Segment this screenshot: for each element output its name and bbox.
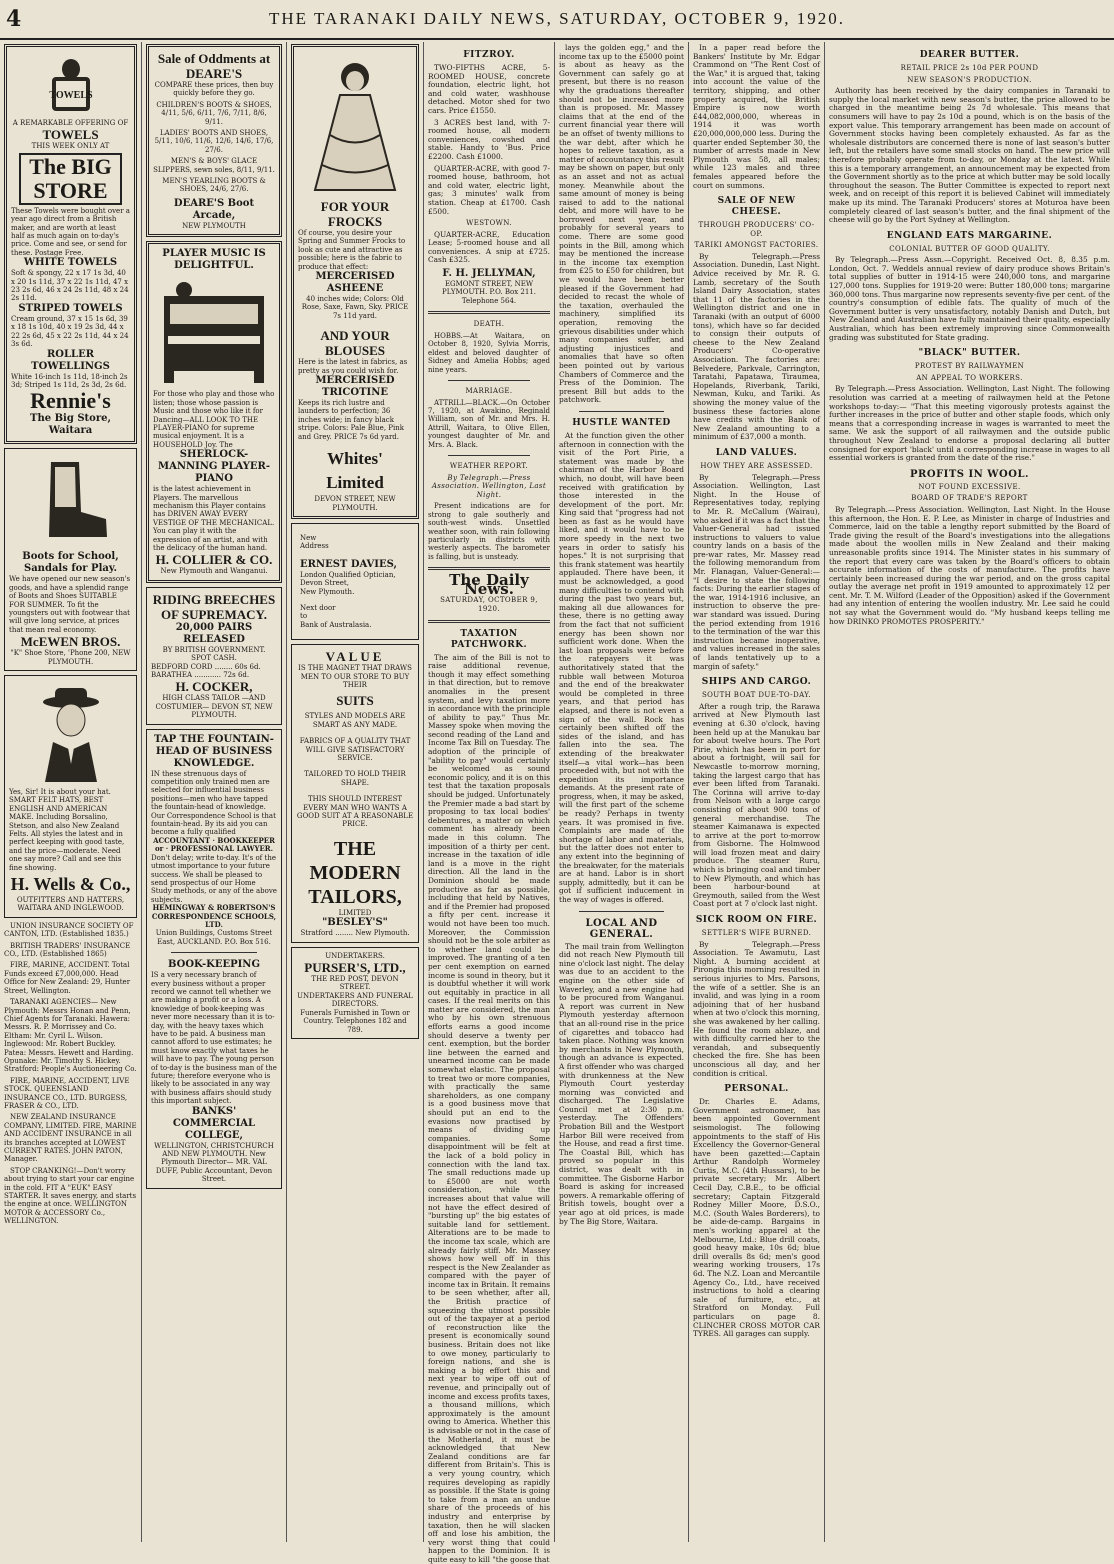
tailors-limited: LIMITED xyxy=(338,908,372,917)
pursers-sub: UNDERTAKERS AND FUNERAL DIRECTORS. xyxy=(297,991,413,1009)
insurance-notice: UNION INSURANCE SOCIETY OF CANTON, LTD. (Established 1835.) xyxy=(4,921,134,939)
daily-news-title: The Daily News. xyxy=(449,571,529,598)
cheese-heading: SALE OF NEW CHEESE. xyxy=(717,196,796,218)
column-6 xyxy=(689,42,825,1542)
editorial-heading: TAXATION PATCHWORK. xyxy=(450,628,528,650)
cocker-l5: BEDFORD CORD ........ 60s 6d. xyxy=(151,662,261,671)
insurance-notices xyxy=(4,922,137,1226)
westown-heading: WESTOWN. xyxy=(466,219,512,228)
editorial-text: The aim of the Bill is not to raise additional revenue, though it may effect something in that direction, but to remove anomalies in the present system, and levy taxation more in accordance with the principle of ability to pay." Thus Mr. Massey spoke when moving the second reading of the Land and Income Tax Bill on Tuesday. The adoption of the principle of "ability to pay" would certainly be welcomed as sound economic policy, and it is on this test that the taxation proposals should be judged. Unfortunately the Premier made a bad start by proposing to tax local bodies' debentures, a matter on which comment has already been made in this column. The imposition of a thirty per cent. increase in the taxation of idle land is a move in the right direction. All the land in the Dominion should be made productive as far as possible, including that held by Natives, and if the Premier had proposed a fifty per cent. increase it would not have been too much. Moreover, the Commission should not be the sole arbiter as to whether land could be improved. The granting of a ten per cent exemption on earned income is sound in theory, but it is doubtful whether it will work out equitably in practice in all cases. If the real merits on this matter are considered, the man who by his own strenuous efforts earns a good income should deserve a twenty per cent. exemption, but the border line between the earned and unearned income can be made somewhat elastic. The proposal to treat two or more companies, with practically the same shareholders, as one company is a good business move that should put an end to the evasions now practised by means of dividing up companies. Some disappointment will be felt at the lack of a bold policy in connection with the land tax. The small reductions made up to £5000 are not worth consideration, while the increases about that value will not have the effect desired of "bursting up" the big estates of suitable land for settlement. Alterations are to be made to the income tax scale, which are already fairly stiff. Mr. Massey shows how well off in this respect is the New Zealander as compared with the payer of income tax in Britain. It remains to be seen whether, after all, the British practice of squeezing the utmost possible out of the taxpayer at a period of reconstruction like the present is economically sound business. Britain does not like to owe money, particularly to foreign nations, and she is making a big effort this and next year to wipe off out of revenue, and principally out of income and excess profits taxes, a thousand millions, which approximately is the amount owing to America. Whether this is advisable or not in the case of the Motherland, it must be acknowledged that New Zealand conditions are far different from Britain's. This is a very young country, which requires developing as rapidly as possible. If the State is going to take from a man an undue share of the proceeds of his industry and enterprise by taxation, then he will slacken off and lose his ambition, the very worst thing that could happen to the Dominion. It is quite easy to kill "the goose that xyxy=(428,652,550,1564)
rennies-name: Rennie's xyxy=(30,388,111,414)
column-3 xyxy=(287,42,424,1542)
personal-heading: PERSONAL. xyxy=(724,1084,789,1095)
black-butter-text: By Telegraph.—Press Association. Wellington, Last Night. The following resolution was carried at a meeting of railwaymen held at the Petone workshops to-day:— "That this meeting vigorously protests against the further increases in the price of butter and other staple foods, which only means that a corresponding increase in wages is warranted to meet the same. We ask the support of all railwaymen and the outside public throughout New Zealand to endorse a proposal declaring all butter consigned for export 'black' until a corresponding increase in wages to all essential workers is granted from the date of the rise." xyxy=(829,384,1110,463)
towels-ad xyxy=(4,44,137,444)
piano-title: PLAYER MUSIC IS DELIGHTFUL. xyxy=(162,248,266,272)
margarine-text: By Telegraph.—Press Assn.—Copyright. Received Oct. 8, 8.35 p.m. London, Oct. 7. Weddels annual review of dairy produce shows Britain's total supplies of butter in 1914-15 were 240,000 tons, and margarine 127,000 tons. Supplies for 1919-20 were: Butter 180,000 tons; margarine 360,000 tons. Thus margarine now represents seventy-five per cent. of the country's consumption of edible fats. The quality of much of the Government butter is very unsatisfactory, notably Danish and Dutch, but New Zealand and Australian have fully maintained their quality, especially Australian, which has been extremely improving since Commonwealth grading was substituted for State grading. xyxy=(829,255,1110,342)
school-body2: Don't delay; write to-day. It's of the utmost importance to your future success. We shall be pleased to send prospectus of our Home Study methods, or any of the above subjects. xyxy=(151,853,277,904)
h-collier-sub: New Plymouth and Wanganui. xyxy=(160,567,268,576)
insurance-notice: NEW ZEALAND INSURANCE COMPANY, LIMITED. FIRE, MARINE AND ACCIDENT INSURANCE in all its branches accepted at LOWEST CURRENT RATES. JOHN PATON, Manager. xyxy=(4,1113,137,1164)
profits-wool-text: By Telegraph.—Press Association. Wellington, Last Night. In the House this afternoon, the Hon. E. P. Lee, as Minister in charge of Industries and Commerce, laid on the table a lengthy report submitted by the Board of Trade giving the result of the Board's investigations into the allegations made about the woollen mills in New Zealand and their making unreasonable profits since 1914. The Minister states in his summary of the report that every care was taken by the Board's officers to obtain accurate information of the costs of manufacture. The profits have certainly been increased during the war period, and on the gross capital outlay the average net profit in 1919 amounted to approximately 12 per cent. Mr. T. M. Wilford (Leader of the Opposition) asked if the Government had any intention of entering the woollen industry. Mr. Lee said he could not say what the Government would do. "My husband keeps telling me how DRINKO PROMOTES PROSPERITY." xyxy=(829,504,1110,626)
property-item: TWO-FIFTHS ACRE, 5-ROOMED HOUSE, concrete foundation, electric light, hot and cold water, washhouse detached. Motor shed for two cars. Price £1550. xyxy=(428,63,550,115)
piano-body: For those who play and those who listen; those whose passion is Music and those who like it for Dancing—ALL LOOK TO THE PLAYER-PIANO for supreme musical enjoyment. It is a HOUSEHOLD Joy. The xyxy=(153,390,275,449)
towels-week: THIS WEEK ONLY AT xyxy=(31,142,110,151)
pursers-footer: Funerals Furnished in Town or Country. Telephones 182 and 789. xyxy=(300,1008,410,1034)
lady-in-frock-illustration xyxy=(300,55,410,195)
towel-figure-illustration xyxy=(36,55,106,115)
boots-ad xyxy=(4,448,137,671)
column-4 xyxy=(424,42,555,1564)
cheese-sub2: TARIKI AMONGST FACTORIES. xyxy=(694,241,819,250)
piano-product: SHERLOCK-MANNING PLAYER-PIANO xyxy=(158,449,270,485)
deare-title: Sale of Oddments at DEARE'S xyxy=(157,51,271,81)
death-heading: DEATH. xyxy=(473,320,505,329)
hemingway-sub: Union Buildings, Customs Street East, AUCKLAND. P.O. Box 516. xyxy=(155,929,273,946)
column-5 xyxy=(555,42,689,1542)
banks-text: In a paper read before the Bankers' Institute by Mr. Edgar Crammond on "The Rent Cost of the War," it is argued that, taking into account the value of the territory, shipping, and other property acquired, the British Empire is now worth £44,082,000,000, whereas in 1914 it was worth £20,000,000,000 less. During the quarter ended September 30, the number of arrests made in New Plymouth was 58, all males; while 123 males and three females appeared before the court on summons. xyxy=(693,43,820,190)
besleys: "BESLEY'S" xyxy=(322,917,388,929)
cocker-l1: RIDING BREECHES OF SUPREMACY. xyxy=(152,591,276,622)
margarine-sub: COLONIAL BUTTER OF GOOD QUALITY. xyxy=(889,244,1050,253)
player-piano-illustration xyxy=(154,276,274,386)
butter-text: Authority has been received by the dairy companies in Taranaki to supply the local market with new season's butter, the price allowed to be charged in the meantime being 2s 7d wholesale. This means that consumers will have to pay 2s 10d a pound, which is on the basis of the export value. This temporary arrangement has been made on account of Government stocks having been completely exhausted. As far as the wholesale distributors are concerned there is none of last season's butter left, but the retailers have some small stocks on hand. The new price will therefore probably operate from to-day, or Monday at the latest. While this is a temporary arrangement, an announcement may be expected from the Government shortly as to the price at which butter may be sold locally throughout the season. The Butter Committee is expected to report next week, and on receipt of this report it is believed Cabinet will immediately make up its mind. The Taranaki Producers' stores at Moturoa have been completely cleared of last season's butter, and the final shipment of the cheese will go by the Port Sydney at Wellington. xyxy=(829,86,1110,225)
blouses-body: Here is the latest in fabrics, as pretty as you could wish for. xyxy=(298,358,408,375)
h-cocker-name: H. COCKER, xyxy=(175,679,253,695)
davies-line: New xyxy=(300,533,317,542)
insurance-notice: STOP CRANKING!—Don't worry about trying to start your car engine in the cold. FIT A "EUK" EASY STARTER. It saves energy, and starts the engine at once. WELLINGTON MOTOR & ACCESSORY Co., WELLINGTON. xyxy=(4,1166,137,1226)
insurance-notice: FIRE, MARINE, ACCIDENT, LIVE STOCK. QUEENSLAND INSURANCE CO., LTD. BURGESS, FRASER & CO., LTD. xyxy=(4,1076,130,1110)
tailors-l5: FABRICS OF A QUALITY THAT WILL GIVE SATISFACTORY SERVICE. xyxy=(299,737,411,762)
hats-body: Yes, Sir! It is about your hat. SMART FELT HATS, BEST ENGLISH AND AMERICAN MAKE. Including Borsalino, Stetson, and also New Zealand Felts. All styles the latest and in perfect keeping with good taste, and the price—moderate. Need one say more? Call and see this fine showing. xyxy=(9,787,125,872)
cocker-l4: SPOT CASH. xyxy=(191,654,237,663)
masthead xyxy=(0,0,1114,40)
boots-body: We have opened our new season's goods, and have a splendid range of Boots and Shoes SUITABLE FOR SUMMER. To fit the youngsters out with footwear that will give long service, at prices that mean real economy. xyxy=(9,575,131,634)
whites-ad xyxy=(291,44,419,519)
davies-line: New Plymouth. xyxy=(300,587,355,596)
margarine-heading: ENGLAND EATS MARGARINE. xyxy=(886,230,1053,241)
insurance-notice: FIRE, MARINE, ACCIDENT. Total Funds exceed £7,000,000. Head Office for New Zealand: 29, Hunter Street, Wellington. xyxy=(4,961,131,995)
black-butter-heading: "BLACK" BUTTER. xyxy=(918,348,1021,359)
land-text: By Telegraph.—Press Association. Wellington, Last Night. In the House of Representatives today, replying to Mr. R. McCallum (Wairau), who asked if it was a fact that the Valuer-General had issued instructions to valuers to value country lands on a basis of the pre-war rates, Mr. Massey read the following memorandum from Mr. Flanagan, Valuer-General:— "I desire to state the following facts: During the earlier stages of the war, 1914-1916 inclusive, an instruction to observe the pre-war standard was issued. During the period extending from 1916 to the termination of the war this instruction became inoperative, and values increased in the sales of lands tentatively up to a margin of safety." xyxy=(693,472,820,671)
striped-towels-title: STRIPED TOWELS xyxy=(18,302,123,314)
davies-line: London Qualified Optician, xyxy=(300,570,396,579)
tailors-l3: SUITS xyxy=(336,693,374,709)
davies-line: Bank of Australasia. xyxy=(300,620,372,629)
insurance-notice: TARANAKI AGENCIES— New Plymouth: Messrs Honan and Penn, Chief Agents for Taranaki. Hawera: Messrs. R. P. Morrissey and Co. Eltham: Mr. Cyril L. Wilson. Inglewood: Mr. Robert Buckley. Patea: Messrs. Hewett and Harding. Opunake: Mr. Timothy S. Hickey. Stratford: People's Auctioneering Co. xyxy=(4,998,137,1074)
weather-heading: WEATHER REPORT. xyxy=(449,461,529,470)
personal-text: Dr. Charles E. Adams, Government astronomer, has been appointed Government seismologist. The following appointments to the staff of His Excellency the Governor-General have been gazetted:—Captain Arthur Randolph Wormeley Curtis, M.C. (4th Hussars), to be private secretary; Mr. Albert Cecil Day, C.B.E., to be official secretary; Captain Fitzgerald Rodney Miller Moore, D.S.O., M.C. (South Wales Borderers), to be aide-de-camp. Bargains in men's working apparel at the Melbourne, Ltd.: Blue drill coats, good heavy make, 10s 6d; blue drill overalls 8s 6d; men's good wearing working trousers, 17s 6d. The N.Z. Loan and Mercantile Agency Co., Ltd., have received instructions to hold a clearing sale of furniture, etc., at Stratford on Monday. Full particulars on page 8. CLINCHER CROSS MOTOR CAR TYRES. All garages can supply. xyxy=(693,1097,820,1339)
sick-room-heading: SICK ROOM ON FIRE. xyxy=(695,915,818,926)
column-7 xyxy=(825,42,1114,1542)
tricotine-body: Keeps its rich lustre and launders to perfection; 36 inches wide; in fancy black stripe. Colors: Pale Blue, Pink and Grey. PRICE 7s 6d yard. xyxy=(298,399,404,441)
striped-towels-lines: Cream ground, 37 x 15 1s 6d, 39 x 18 1s 10d, 40 x 19 2s 3d, 44 x 22 2s 6d, 45 x 22 2s 11d, 44 x 24 3s 6d. xyxy=(11,314,129,349)
cheese-text: By Telegraph.—Press Association. Dunedin, Last Night. Advice received by Mr. R. G. Lamb, secretary of the South Island Dairy Association, states that 11 of the factories in the Wellington district and one in Taranaki (with an output of 6000 tons), which have so far decided to consign their outputs of cheese to the New Zealand Producers' Co-operative Association. The factories are: Belvedere, Parkvale, Carrington, Taratahi, Papatawa, Tiraumea, Hopelands, Riverbank, Tariki, Newman, Kuku, and Tariki. As showing the money value of the business these factories alone have credits with the Bank of New Zealand amounting to a minimum of £37,000 a month. xyxy=(693,251,820,442)
ships-text: After a rough trip, the Rarawa arrived at New Plymouth last evening at 6.30 o'clock, having been held up at the Manukau bar for about twelve hours. The Port Pirie, which has been in port for about a fortnight, will sail for Newcastle to-morrow morning, taking the largest cargo that has ever been lifted from Taranaki. The Corinna will arrive to-day from Nelson with a large cargo consisting of about 900 tons of general merchandise. The steamer Kaimanawa is expected to arrive at the port to-morrow from Gisborne. The Holmwood will load frozen meat and dairy produce. The steamer Ruru, which is bringing coal and timber to New Plymouth, and which has been harbour-bound at Greymouth, sailed from the West Coast port at 7 o'clock last night. xyxy=(693,701,820,909)
tailors-l4: STYLES AND MODELS ARE SMART AS ANY MADE. xyxy=(304,712,406,729)
rennies-sub: The Big Store, Waitara xyxy=(30,413,111,437)
towels-intro: A REMARKABLE OFFERING OF xyxy=(12,119,129,127)
frocks-title: FOR YOUR FROCKS xyxy=(320,199,390,229)
h-wells-name: H. Wells & Co., xyxy=(10,874,131,895)
school-roles: ACCOUNTANT · BOOKKEEPER or · PROFESSIONAL LAWYER. xyxy=(153,835,275,854)
towels-body: These Towels were bought over a year ago direct from a British maker, and are worth at least half as much again on to-day's price. Come and see, or send for these. Postage Free. xyxy=(11,206,130,257)
tailors-place: Stratford ........ New Plymouth. xyxy=(300,929,410,938)
marriage-heading: MARRIAGE. xyxy=(465,386,513,395)
editorial-continued: lays the golden egg," and the income tax up to the £5000 point is about as heavy as the Government can safely go at present, but there is no reason why the graduations thereafter should not be increased more than is proposed. Mr. Massey claims that at the end of the current financial year there will be an offset of twenty millions to the war debt, after which he hopes to relieve taxation, as a matter of accountancy this result may be shown on paper, but only as an asset and not as actual money. Meanwhile about the same amount of money is being raised to add to the national debt, and more will have to be borrowed next year, and probably for several years to come. There are some good points in the Bill, among which may be mentioned the increase in the income tax exemption from £25 to £50 for children, but we would have been better pleased if the Government had decided to recast the whole of the taxation, overhauled the machinery, simplified its operation, removing the grievous disabilities under which many companies suffer, and adjusting injustices and anomalies that have so often been pointed out by various Chambers of Commerce and the Press of the Dominion. The present Bill but adds to the patchwork. xyxy=(559,43,684,405)
h-cocker-sub: HIGH CLASS TAILOR —AND COSTUMIER— DEVON ST, NEW PLYMOUTH. xyxy=(155,694,273,720)
big-store-logo: The BIG STORE xyxy=(19,153,122,205)
black-butter-sub2: AN APPEAL TO WORKERS. xyxy=(916,373,1023,382)
jellyman-name: F. H. JELLYMAN, xyxy=(442,268,536,280)
local-general-text: The mail train from Wellington did not reach New Plymouth till nine o'clock last night. The delay was due to an accident to the engine on the other side of Waverley, and a new engine had to be procured from Wanganui. A report was current in New Plymouth yesterday afternoon that an all-round rise in the price of cigarettes and tobacco had taken place. Nothing was known by merchants in New Plymouth, though an advance is expected. A first offender who was charged with drunkenness at the New Plymouth Court yesterday morning was convicted and discharged. The Legislative Council met at 2:30 p.m. yesterday. The Offenders' Probation Bill and the Westport Harbor Bill were received from the House, and read a first time. The Coastal Bill, which has proved so popular in this district, was dealt with in committee. The Gisborne Harbor Board is asking for increased powers. A remarkable offering of British towels, bought over a year ago at old prices, is made by The Big Store, Waitara. xyxy=(559,941,684,1226)
cocker-l2: 20,000 PAIRS RELEASED xyxy=(175,621,253,645)
hustle-text: At the function given the other afternoon in connection with the visit of the Port Pirie, a statement was made by the chairman of the Harbor Board which, no doubt, will have been received with gratification by those interested in the development of the port. Mr. King said that "progress had not been as fast as he would have liked, and it would have to be more speedy in the next two years in order to satisfy his hopes." It is not surprising that this frank statement was heartily applauded. There have been, it must be acknowledged, a good many difficulties to contend with during the past two years but, making all due allowances for these, there is no getting away from the fact that not sufficient energy has been shown nor sufficient work done. When the last loan proposals were before the ratepayers it was authoritatively stated that the rubble wall between Moturoa and the end of the breakwater would be completed in three years, and that period has elapsed, and there is not even a sign of the wall. Rock has certainly been shifted off the sides of the island, and has fallen into the sea. The extending of the breakwater itself—a vital work—has been proceeded with, but not with the expedition its importance demands. At the present rate of progress, when, it may be asked, will the first part of the scheme be ready? Perhaps in twenty years. It was promised in five. Complaints are made of the shortage of labor and materials, but the latter does not enter to any extent into the beginning of the breakwater, for the materials are at hand. Labor is in short supply, admittedly, but it can be got if sufficient inducement in the way of wages is offered. xyxy=(559,430,684,904)
h-wells-sub: OUTFITTERS AND HATTERS, WAITARA AND INGLEWOOD. xyxy=(16,896,125,913)
deare-footer-sub: NEW PLYMOUTH xyxy=(182,221,246,230)
blouses-title: AND YOUR BLOUSES xyxy=(320,328,390,359)
boots-headline: Boots for School, Sandals for Play. xyxy=(22,551,119,575)
sick-room-text: By Telegraph.—Press Association. Te Awamutu, Last Night. A burning accident at Pirongia this morning resulted in serious injuries to Mrs. Parsons, the wife of a settler. She is an invalid, and was lying in a room adjoining that of her husband when at two o'clock this morning, she was awakened by her calling. He found the room ablaze, and with difficulty carried her to the verandah, and subsequently checked the fire. She has been unconscious all day, and her condition is critical. xyxy=(693,939,820,1078)
school-ad xyxy=(146,729,282,1189)
death-notice: HOBBS.—At Waitara, on October 8, 1920, Sylvia Morris, eldest and beloved daughter of Sidney and Amelia Hobbs; aged nine years. xyxy=(428,331,550,374)
towels-logo-text: TOWELS xyxy=(48,90,93,101)
profits-wool-sub1: NOT FOUND EXCESSIVE. xyxy=(918,482,1021,491)
whites-limited-name: Whites' Limited xyxy=(326,449,384,493)
boot-illustration xyxy=(31,457,111,547)
local-general-heading: LOCAL AND GENERAL. xyxy=(585,917,658,940)
davies-line: Next door xyxy=(300,603,336,612)
hats-ad xyxy=(4,675,137,918)
tailors-l6: TAILORED TO HOLD THEIR SHAPE. xyxy=(304,770,406,787)
towels-headline: TOWELS xyxy=(42,127,99,143)
hustle-heading: HUSTLE WANTED xyxy=(572,417,671,428)
daily-news-date: SATURDAY, OCTOBER 9, 1920. xyxy=(440,596,538,613)
tailors-l2: IS THE MAGNET THAT DRAWS MEN TO OUR STORE TO BUY THEIR xyxy=(298,664,412,689)
davies-line: to xyxy=(300,612,308,621)
land-heading: LAND VALUES. xyxy=(715,447,798,458)
undertakers-title: UNDERTAKERS. xyxy=(325,951,385,960)
property-item: QUARTER-ACRE, Education Lease; 5-roomed house and all conveniences. A snip at £725. Cash £325. xyxy=(428,229,550,265)
school-body: IN these strenuous days of competition only trained men are selected for influential business positions—men who have tapped the fountain-head of knowledge. Our Correspondence School is that fountain-head. By its aid you can become a fully qualified xyxy=(151,769,276,837)
newspaper-title: THE TARANAKI DAILY NEWS, SATURDAY, OCTOBER 9, 1920. xyxy=(268,9,846,28)
insurance-notice: BRITISH TRADERS' INSURANCE CO., LTD. (Established 1865) xyxy=(4,941,131,959)
deare-ad xyxy=(146,44,282,237)
tailors-l7: THIS SHOULD INTEREST EVERY MAN WHO WANTS A GOOD SUIT AT A REASONABLE PRICE. xyxy=(296,795,414,829)
modern-tailors-ad xyxy=(291,644,419,943)
banks-college-name: BANKS' COMMERCIAL COLLEGE, xyxy=(172,1105,256,1141)
weather-byline: By Telegraph.—Press Association. Wellington, Last Night. xyxy=(431,473,547,499)
frocks-body: Of course, you desire your Spring and Summer Frocks to look as cute and attractive as possible; here is the fabric to produce that effect: xyxy=(298,229,406,271)
deare-item: MEN'S YEARLING BOOTS & SHOES, 24/6, 27/6. xyxy=(162,177,266,194)
pursers-address: THE RED POST, DEVON STREET. xyxy=(311,975,399,992)
school-title: TAP THE FOUNTAIN-HEAD OF BUSINESS KNOWLEDGE. xyxy=(154,733,274,769)
ships-sub: SOUTH BOAT DUE-TO-DAY. xyxy=(701,691,812,700)
deare-item: CHILDREN'S BOOTS & SHOES, 4/11, 5/6, 6/11, 7/6, 7/11, 8/6, 9/11. xyxy=(156,100,272,126)
property-item: QUARTER-ACRE, with good 7-roomed house, bathroom, hot and cold water, electric light, gas; 3 minutes' walk from station. Cheap at £1700. Cash £500. xyxy=(428,163,550,216)
cocker-ad xyxy=(146,587,282,725)
h-collier-name: H. COLLIER & CO. xyxy=(155,552,273,568)
mcewen-address: "K" Shoe Store, 'Phone 200, NEW PLYMOUTH. xyxy=(10,649,131,666)
tricotine-title: MERCERISED TRICOTINE xyxy=(315,375,395,399)
deare-item: LADIES' BOOTS AND SHOES, 5/11, 10/6, 11/6, 12/6, 14/6, 17/6, 27/6. xyxy=(154,129,274,154)
davies-ad xyxy=(291,523,419,640)
bookkeeping-body: IS a very necessary branch of every business without a proper record we cannot tell whether we are making a profit or a loss. A knowledge of book-keeping was never more necessary than it is to-day, with the heavy taxes which have to be paid. A business man cannot afford to use estimates; he must know exactly what taxes he will have to pay. The young person of to-day is the business man of the future; therefore everyone who is likely to be associated in any way with business affairs should study this important subject. xyxy=(151,971,277,1106)
white-towels-lines: Soft & spongy, 22 x 17 1s 3d, 40 x 20 1s 11d, 37 x 22 1s 11d, 47 x 23 2s 6d, 46 x 24 2s 11d, 48 x 24 2s 11d. xyxy=(11,269,129,303)
hemingway-name: HEMINGWAY & ROBERTSON'S CORRESPONDENCE SCHOOLS, LTD. xyxy=(151,903,277,929)
cheese-sub1: THROUGH PRODUCERS' CO-OP. xyxy=(698,221,815,238)
butter-heading: DEARER BUTTER. xyxy=(919,50,1020,60)
sick-room-sub: SETTLER'S WIFE BURNED. xyxy=(701,929,812,938)
deare-item: MEN'S & BOYS' GLACE SLIPPERS, sewn soles, 8/11, 9/11. xyxy=(153,157,275,174)
weather-report: Present indications are for strong to gale southerly and south-west winds. Unsettled weather soon, with rain following particularly in districts with westerly aspects. The barometer is falling, but is unsteady. xyxy=(428,502,550,561)
marriage-notice: ATTRILL—BLACK.—On October 7, 1920, at Awakino, Reginald William, son of Mr. and Mrs. H. Attrill, Waitara, to Olive Ellen, youngest daughter of Mr. and Mrs. A. Black. xyxy=(428,398,550,449)
deare-intro: COMPARE these prices, then buy quickly before they go. xyxy=(154,81,274,98)
asheene-body: 40 inches wide; Colors: Old Rose, Saxe, Fawn, Sky. PRICE 7s 11d yard. xyxy=(301,295,409,320)
ships-heading: SHIPS AND CARGO. xyxy=(701,677,812,688)
cocker-l6: BARATHEA ............ 72s 6d. xyxy=(151,671,250,679)
deare-footer: DEARE'S Boot Arcade, xyxy=(173,197,255,221)
bookkeeping-title: BOOK-KEEPING xyxy=(168,959,260,971)
modern-tailors-name: THE MODERN TAILORS, xyxy=(308,837,402,908)
column-2 xyxy=(142,42,287,1542)
piano-ad xyxy=(146,241,282,583)
whites-limited-sub: DEVON STREET, NEW PLYMOUTH. xyxy=(314,495,396,512)
cocker-l3: BY BRITISH GOVERNMENT. xyxy=(162,645,266,654)
pursers-name: PURSER'S, LTD., xyxy=(304,960,406,976)
davies-line: Devon Street, xyxy=(300,579,349,588)
column-1 xyxy=(0,42,142,1542)
page-number: 4 xyxy=(6,6,22,32)
profits-wool-heading: PROFITS IN WOOL. xyxy=(910,468,1029,480)
tailors-l1: VALUE xyxy=(325,649,385,665)
property-item: 3 ACRES best land, with 7-roomed house, all modern conveniences, cowshed and stable. Handy to 'Bus. Price £2200. Cash £1000. xyxy=(428,117,550,161)
black-butter-sub1: PROTEST BY RAILWAYMEN xyxy=(914,362,1025,371)
jellyman-sub: EGMONT STREET, NEW PLYMOUTH. P.O. Box 211. Telephone 564. xyxy=(442,280,536,305)
asheene-title: MERCERISED ASHEENE xyxy=(315,271,395,295)
banks-college-sub: WELLINGTON, CHRISTCHURCH AND NEW PLYMOUTH. New Plymouth Director— MR. VAL DUFF, Public Accountant, Devon Street. xyxy=(154,1141,274,1184)
davies-line: Address xyxy=(300,542,329,551)
undertakers-ad xyxy=(291,947,419,1039)
davies-line: ERNEST DAVIES, xyxy=(300,558,397,570)
land-sub: HOW THEY ARE ASSESSED. xyxy=(700,461,813,470)
fitzroy-heading: FITZROY. xyxy=(463,50,515,60)
roller-towellings-lines: White 16-inch 1s 11d, 18-inch 2s 3d; Striped 1s 11d, 2s 3d, 2s 6d. xyxy=(11,372,128,389)
butter-sub1: RETAIL PRICE 2s 10d PER POUND xyxy=(900,64,1039,72)
profits-wool-sub2: BOARD OF TRADE'S REPORT xyxy=(911,494,1028,503)
man-in-hat-illustration xyxy=(31,684,111,784)
mcewen-bros: McEWEN BROS. xyxy=(20,634,121,650)
butter-sub2: NEW SEASON'S PRODUCTION. xyxy=(907,75,1032,84)
white-towels-title: WHITE TOWELS xyxy=(23,257,118,269)
piano-body2: is the latest achievement in Players. The marvellous mechanism this Player contains has DRIVEN AWAY EVERY VESTIGE OF THE MECHANICAL. You can play it with the expression of an artist, and with the delicacy of the human hand. xyxy=(153,485,275,552)
roller-towellings-title: ROLLER TOWELLINGS xyxy=(31,348,110,372)
